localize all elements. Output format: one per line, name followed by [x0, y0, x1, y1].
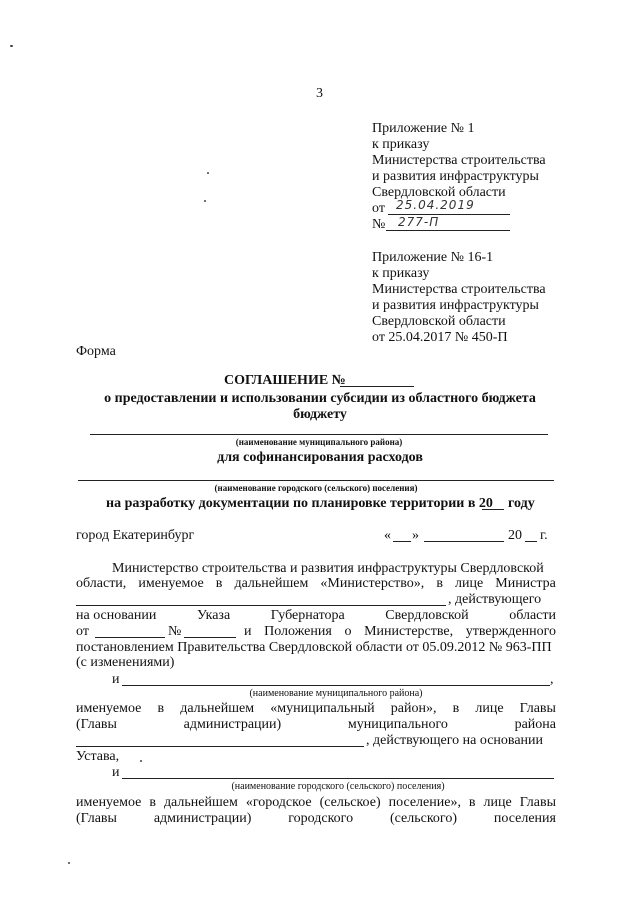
year-prefix: 20 [508, 528, 522, 543]
decree-number-line [184, 637, 236, 638]
settlement-name-line [78, 480, 554, 481]
speck [204, 200, 206, 202]
appendix2-line6: от 25.04.2017 № 450-П [372, 330, 508, 345]
page-number: 3 [316, 86, 323, 101]
word: именуемое [138, 576, 204, 591]
word: области, [76, 576, 127, 591]
decree-date-line [95, 637, 165, 638]
word: муниципального [347, 717, 448, 732]
word: в [436, 576, 443, 591]
title-line2: о предоставлении и использовании субсидии из областного бюджета [104, 391, 536, 406]
word: района [514, 717, 556, 732]
city: город Екатеринбург [76, 528, 195, 543]
month-line [424, 541, 504, 542]
p1-line7: (с изменениями) [76, 655, 175, 670]
speck [140, 760, 142, 762]
p2-line1 [76, 701, 556, 717]
word: район», [390, 701, 437, 716]
appendix1-line3: Министерства строительства [372, 153, 546, 168]
p1-line6: постановлением Правительства Свердловской области от 05.09.2012 № 963-ПП [76, 640, 552, 655]
appendix1-line5: Свердловской области [372, 185, 506, 200]
word: Указа [196, 608, 231, 623]
word: Главы [519, 701, 556, 716]
p1-line3-end: , действующего [448, 592, 542, 607]
word: дальнейшем [234, 576, 309, 591]
caption-settlement-2: (наименование городского (сельского) поселения) [231, 781, 445, 792]
appendix1-line2: к приказу [372, 137, 430, 152]
speck [10, 45, 13, 47]
word: (сельского) [389, 811, 457, 826]
word: лице [455, 576, 484, 591]
p3-line2 [76, 811, 556, 827]
word: (Главы [76, 811, 117, 826]
word: «муниципальный [270, 701, 375, 716]
caption-settlement: (наименование городского (сельского) поселения) [214, 483, 418, 493]
word: в [215, 576, 223, 591]
word: дальнейшем [180, 701, 255, 716]
word: именуемое [76, 701, 142, 716]
appendix1-line4: и развития инфраструктуры [372, 169, 539, 184]
word: Свердловской [385, 608, 469, 623]
p3-line1: именуемое в дальнейшем «городское (сельское) поселение», в лице Главы [76, 795, 556, 810]
speck [68, 862, 70, 864]
word: Министра [495, 576, 556, 591]
head-name-line [76, 746, 364, 747]
appendix2-line5: Свердловской области [372, 314, 506, 329]
quote-close: » [412, 528, 419, 543]
purpose-year-line [482, 509, 504, 510]
day-line [393, 541, 411, 542]
appendix1-num-prefix: № [372, 217, 386, 232]
quote-open: « [384, 528, 391, 543]
handwritten-number: 277-П [398, 215, 440, 229]
appendix2-line2: к приказу [372, 266, 430, 281]
settlement-name-line-2 [122, 778, 554, 779]
agreement-number-line [340, 386, 414, 387]
appendix2-line4: и развития инфраструктуры [372, 298, 539, 313]
caption-municipal: (наименование муниципального района) [235, 437, 403, 447]
p2-line3-end: , действующего на основании [366, 733, 544, 748]
appendix1-num-line [386, 230, 510, 231]
handwritten-date: 25.04.2019 [396, 198, 475, 212]
word: поселения [493, 811, 556, 826]
cofinancing-line: для софинансирования расходов [217, 450, 423, 465]
purpose-end: году [508, 496, 535, 511]
word: администрации) [183, 717, 282, 732]
word: городского [288, 811, 354, 826]
word: области [509, 608, 556, 623]
p2-line4: Устава, [76, 749, 120, 764]
appendix2-line3: Министерства строительства [372, 282, 546, 297]
year-line [525, 541, 537, 542]
form-label: Форма [76, 344, 116, 359]
p1-line4 [76, 608, 556, 624]
caption-municipal-2: (наименование муниципального района) [249, 688, 423, 699]
word: «Министерство», [320, 576, 425, 591]
word: Губернатора [270, 608, 345, 623]
p1-line5-no: № [168, 624, 182, 639]
p1-line5-rest: и Положения о Министерстве, утвержденного [244, 624, 556, 639]
appendix1-line1: Приложение № 1 [372, 121, 475, 136]
and-2: и [112, 765, 120, 780]
p1-line1: Министерство строительства и развития инфраструктуры Свердловской [112, 561, 544, 576]
appendix1-date-prefix: от [372, 201, 385, 216]
minister-name-line [76, 605, 446, 606]
appendix2-line1: Приложение № 16-1 [372, 250, 494, 265]
municipal-name-line-2 [122, 685, 550, 686]
word: администрации) [153, 811, 252, 826]
word: на основании [76, 608, 157, 623]
year-suffix: г. [540, 528, 548, 543]
title-line3: бюджету [293, 407, 347, 422]
word: (Главы [76, 717, 117, 732]
word: в [452, 701, 460, 716]
purpose-line: на разработку документации по планировке территории в 20 [106, 496, 493, 511]
p1-line2 [76, 576, 556, 592]
and-1: и [112, 672, 120, 687]
p2-line2 [76, 717, 556, 733]
agreement-title: СОГЛАШЕНИЕ № [224, 373, 346, 388]
speck [207, 172, 209, 174]
word: лице [475, 701, 504, 716]
p1-line5-ot: от [76, 624, 89, 639]
municipal-name-line [90, 434, 548, 435]
comma: , [550, 672, 554, 687]
word: в [157, 701, 165, 716]
